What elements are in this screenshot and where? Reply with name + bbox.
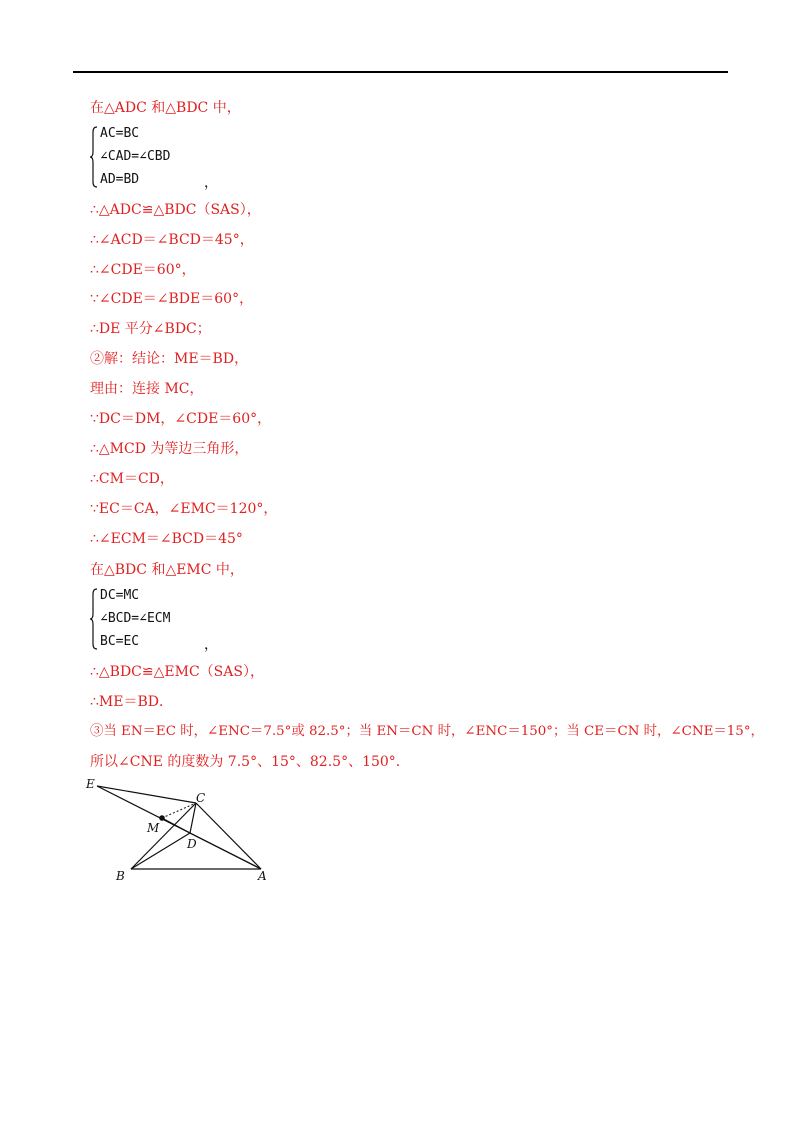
- label-d: D: [187, 837, 197, 851]
- label-e: E: [86, 777, 95, 791]
- text-line-11: ∴CM＝CD，: [90, 471, 174, 487]
- segment-ca: [196, 803, 261, 869]
- label-c: C: [196, 791, 206, 805]
- point-m-dot: [159, 815, 165, 821]
- label-a: A: [258, 869, 267, 883]
- segment-da: [190, 833, 261, 869]
- segment-bc: [131, 803, 196, 869]
- text-line-2: ∴△ADC≌△BDC（SAS），: [90, 202, 261, 218]
- label-b: B: [116, 869, 125, 883]
- geometry-figure: [84, 774, 274, 886]
- system1-row-1: AC=BC: [100, 126, 140, 141]
- text-line-13: ∴∠ECM＝∠BCD＝45°: [90, 531, 243, 547]
- text-line-15: ∴△BDC≌△EMC（SAS），: [90, 664, 264, 680]
- text-line-17: ③当 EN＝EC 时，∠ENC＝7.5°或 82.5°；当 EN＝CN 时，∠ENC＝150°；当 CE＝CN 时，∠CNE＝15°，: [90, 724, 764, 739]
- equation-system-2: [90, 588, 220, 652]
- text-line-7: ②解：结论：ME＝BD，: [90, 351, 249, 367]
- text-line-18: 所以∠CNE 的度数为 7.5°、15°、82.5°、150°．: [90, 754, 410, 770]
- left-brace-icon: [90, 126, 98, 188]
- system2-row-3: BC=EC: [100, 634, 140, 649]
- system2-row-1: DC=MC: [100, 588, 140, 603]
- text-line-3: ∴∠ACD＝∠BCD＝45°，: [90, 232, 254, 248]
- left-brace-icon: [90, 588, 98, 650]
- equation-system-1: [90, 126, 220, 190]
- text-line-4: ∴∠CDE＝60°，: [90, 262, 196, 278]
- text-line-14: 在△BDC 和△EMC 中，: [90, 562, 244, 578]
- header-rule: [73, 71, 728, 73]
- text-line-12: ∵EC＝CA，∠EMC＝120°，: [90, 501, 278, 517]
- label-m: M: [147, 821, 160, 835]
- system1-comma: ，: [204, 175, 218, 191]
- text-line-5: ∵∠CDE＝∠BDE＝60°，: [90, 291, 254, 307]
- system2-row-2: ∠BCD=∠ECM: [100, 611, 171, 626]
- system2-comma: ，: [204, 637, 218, 653]
- text-line-1: 在△ADC 和△BDC 中，: [90, 100, 241, 116]
- text-line-8: 理由：连接 MC，: [90, 381, 204, 397]
- text-line-16: ∴ME＝BD．: [90, 694, 173, 710]
- system1-row-3: AD=BD: [100, 172, 140, 187]
- segment-mc-dashed: [162, 803, 196, 818]
- text-line-6: ∴DE 平分∠BDC；: [90, 321, 211, 337]
- system1-row-2: ∠CAD=∠CBD: [100, 149, 171, 164]
- text-line-10: ∴△MCD 为等边三角形，: [90, 441, 249, 457]
- text-line-9: ∵DC＝DM，∠CDE＝60°，: [90, 411, 272, 427]
- segment-md: [162, 818, 190, 833]
- segment-ec: [97, 786, 196, 803]
